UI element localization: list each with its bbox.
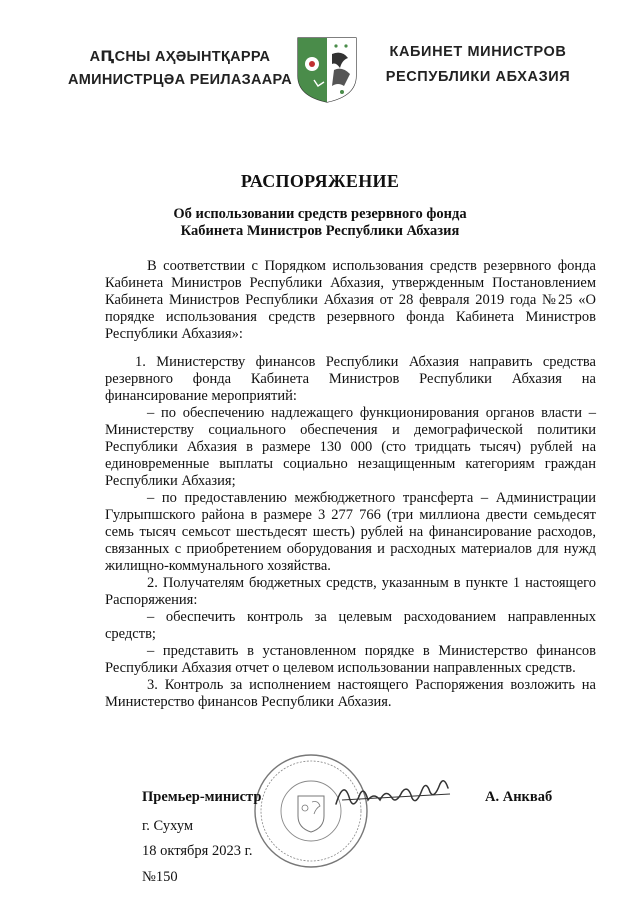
header-left-line2: АМИНИСТРЦӘА РЕИЛАЗААРА [67,72,293,88]
item-2b-paragraph: – представить в установленном порядке в Министерство финансов Республики Абхазия отчет о целевом использовании направленных средств. [105,643,596,676]
item-1a-paragraph: – по обеспечению надлежащего функционирования органов власти – Министерству социального обеспечения и демографической политики Республики Абхазия в размере 130 000 (сто тридцать тысяч) рублей на единовременные выплаты социально незащищенным категориям граждан Республики Абхазия; [105,405,596,489]
subtitle-line2: Кабинета Министров Республики Абхазия [180,223,460,239]
header-right-line1: КАБИНЕТ МИНИСТРОВ [389,44,567,60]
document-date: 18 октября 2023 г. [142,843,253,859]
preamble-paragraph: В соответствии с Порядком использования средств резервного фонда Кабинета Министров Республики Абхазия, утвержденным Постановлением Кабинета Министров Республики Абхазия от 28 февраля 2019 года №25 «О порядке использования средств резервного фонда Кабинета Министров Республики Абхазия»: [105,258,596,342]
item-1b-paragraph: – по предоставлению межбюджетного трансферта – Администрации Гулрыпшского района в размере 3 277 766 (три миллиона двести семьдесят семь тысяч семьсот шестьдесят шесть) рублей на финансирование расходов, связанных с приобретением оборудования и расходных материалов для нужд жилищно-коммунального хозяйства. [105,490,596,574]
document-subtitle [150,206,490,240]
abkhazia-emblem-icon [296,36,358,104]
header-right-line2: РЕСПУБЛИКИ АБХАЗИЯ [385,69,571,85]
document-number: №150 [142,869,178,885]
subtitle-line1: Об использовании средств резервного фонда [173,206,467,222]
document-body [105,258,596,711]
item-2a-paragraph: – обеспечить контроль за целевым расходованием направленных средств; [105,609,596,642]
item-2-paragraph: 2. Получателям бюджетных средств, указанным в пункте 1 настоящего Распоряжения: [105,575,596,608]
document-type-title: РАСПОРЯЖЕНИЕ [240,171,400,191]
handwritten-signature-icon [330,770,455,820]
item-1-paragraph: 1. Министерству финансов Республики Абхазия направить средства резервного фонда Кабинета Министров Республики Абхазия на финансирование мероприятий: [105,354,596,404]
document-place: г. Сухум [142,818,194,834]
signatory-position: Премьер-министр [142,789,262,805]
signatory-name: А. Анкваб [485,789,553,805]
header-right [368,40,588,90]
item-3-paragraph: 3. Контроль за исполнением настоящего Распоряжения возложить на Министерство финансов Республики Абхазия. [105,677,596,710]
header-left-line1: АԤСНЫ АҲӘЫНТҚАРРА [89,49,271,65]
header-left [60,46,300,92]
